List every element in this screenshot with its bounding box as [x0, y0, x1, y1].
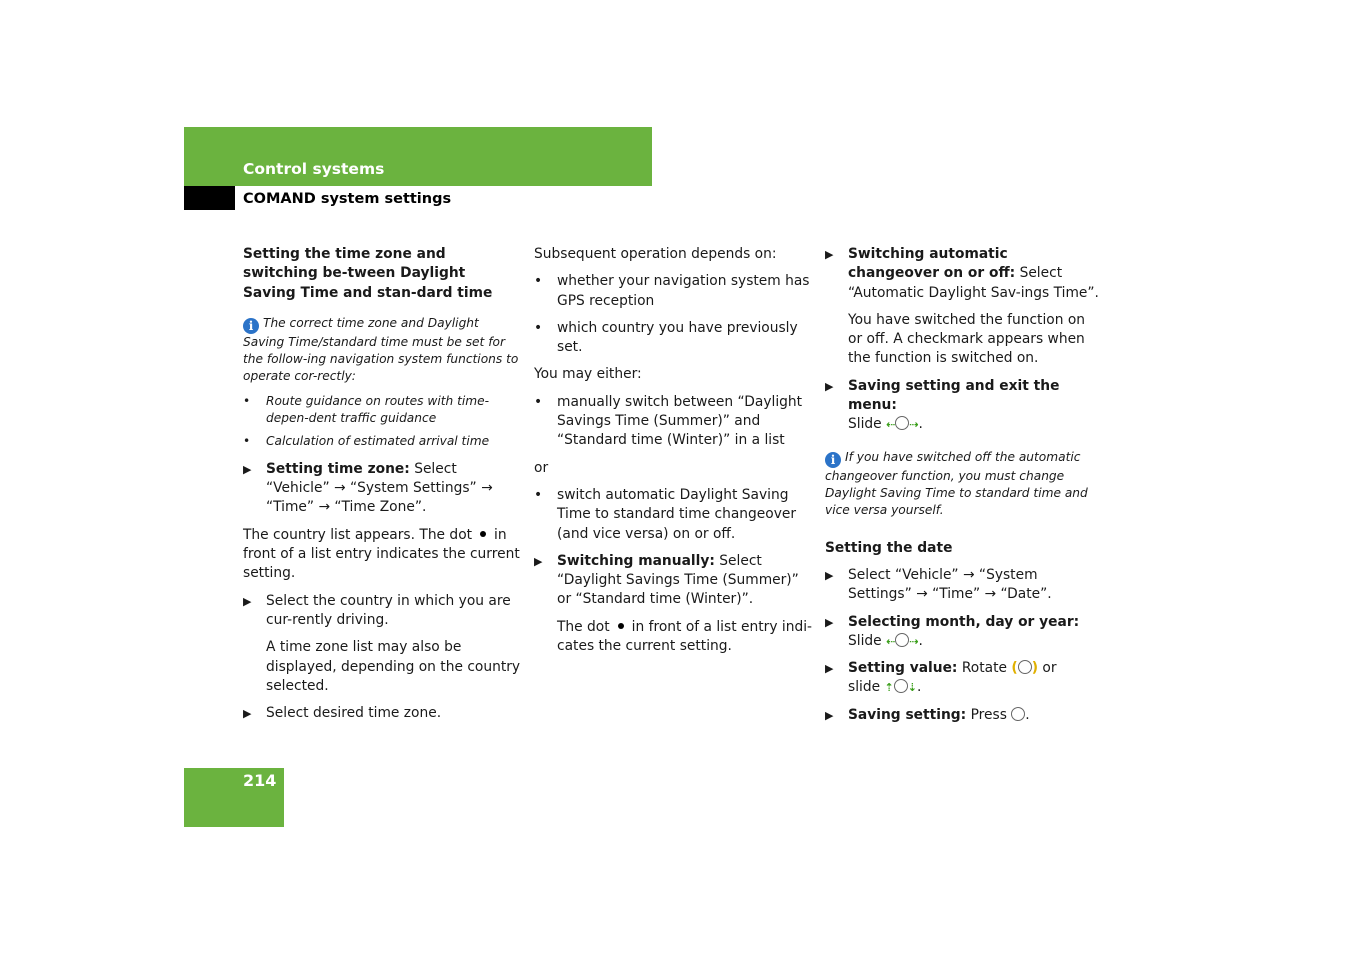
triangle-right-icon: ▶: [825, 379, 834, 393]
triangle-right-icon: ▶: [825, 708, 834, 722]
paragraph: or: [534, 459, 549, 476]
triangle-right-icon: ▶: [243, 462, 252, 476]
triangle-right-icon: ▶: [534, 554, 543, 568]
info-note: i If you have switched off the automatic changeover function, you must change Daylight Saving Time to standard time and vice versa yourself.: [825, 449, 1088, 517]
step-set-time-zone: ▶ Setting time zone: Select “Vehicle” → “System Settings” → “Time” → “Time Zone”.: [243, 460, 493, 516]
controller-slide-vertical-icon: ⇡ ⇣: [884, 681, 917, 695]
controller-press-icon: [1011, 707, 1025, 721]
info-note: i The correct time zone and Daylight Saving Time/standard time must be set for the follow-ing navigation system functions to operate cor-rectly:: [243, 315, 519, 383]
step-select-country: ▶ Select the country in which you are cur-rently driving.: [243, 592, 511, 628]
paragraph: You may either:: [534, 366, 642, 383]
controller-slide-icon: ⇠ ⇢: [886, 634, 919, 648]
step-save-setting: ▶ Saving setting: Press .: [825, 706, 1030, 723]
step-select-date: ▶ Select “Vehicle” → “System Settings” → “Time” → “Date”.: [825, 566, 1052, 603]
step-set-value: ▶ Setting value: Rotate ( ) or slide ⇡ ⇣.: [825, 660, 1057, 696]
page-number: 214: [243, 771, 277, 790]
dot-icon: [480, 531, 486, 537]
header-marker: [184, 186, 235, 210]
subsection-title: COMAND system settings: [243, 191, 452, 207]
section-heading: Setting the time zone and switching be-tween Daylight Saving Time and stan-dard time: [243, 246, 493, 301]
triangle-right-icon: ▶: [825, 615, 834, 629]
step-select-month: ▶ Selecting month, day or year: Slide ⇠ ⇢.: [825, 613, 1080, 649]
step-save-exit: ▶ Saving setting and exit the menu: Slide ⇠ ⇢.: [825, 377, 1060, 433]
triangle-right-icon: ▶: [243, 594, 252, 608]
paragraph: The dot in front of a list entry indi-cates the current setting.: [557, 618, 813, 655]
paragraph: You have switched the function on or off. A checkmark appears when the function is switched on.: [848, 311, 1086, 367]
info-icon: i: [825, 452, 841, 468]
step-switch-manually: ▶ Switching manually: Select “Daylight Savings Time (Summer)” or “Standard time (Winter)”.: [534, 552, 799, 608]
section-title: Control systems: [243, 160, 385, 178]
list-item: • Calculation of estimated arrival time: [243, 433, 490, 448]
list-item: • whether your navigation system has GPS reception: [534, 273, 810, 309]
column-3: [825, 245, 1103, 733]
list-item: • Route guidance on routes with time-depen-dent traffic guidance: [243, 393, 490, 425]
list-item: • which country you have previously set.: [534, 319, 798, 356]
list-item: • manually switch between “Daylight Savings Time (Summer)” and “Standard time (Winter)” in a list: [534, 393, 803, 449]
column-2: [534, 245, 812, 664]
triangle-right-icon: ▶: [825, 568, 834, 582]
note-list: [243, 393, 521, 450]
paragraph: A time zone list may also be displayed, depending on the country selected.: [266, 639, 521, 694]
triangle-right-icon: ▶: [243, 707, 252, 721]
paragraph: Subsequent operation depends on:: [534, 246, 777, 262]
date-heading: Setting the date: [825, 539, 953, 556]
step-auto-changeover: ▶ Switching automatic changeover on or off: Select “Automatic Daylight Sav-ings Time”.: [825, 246, 1099, 301]
paragraph: The country list appears. The dot in front of a list entry indicates the current setting.: [243, 526, 520, 582]
list-item: • switch automatic Daylight Saving Time to standard time changeover (and vice versa) on or off.: [534, 486, 797, 542]
triangle-right-icon: ▶: [825, 248, 834, 261]
triangle-right-icon: ▶: [825, 662, 834, 676]
column-1: [243, 245, 521, 731]
step-select-zone: ▶ Select desired time zone.: [243, 705, 442, 722]
controller-slide-icon: ⇠ ⇢: [886, 418, 919, 432]
controller-rotate-icon: ( ): [1011, 660, 1039, 677]
info-icon: i: [243, 318, 259, 334]
dot-icon: [618, 623, 624, 629]
